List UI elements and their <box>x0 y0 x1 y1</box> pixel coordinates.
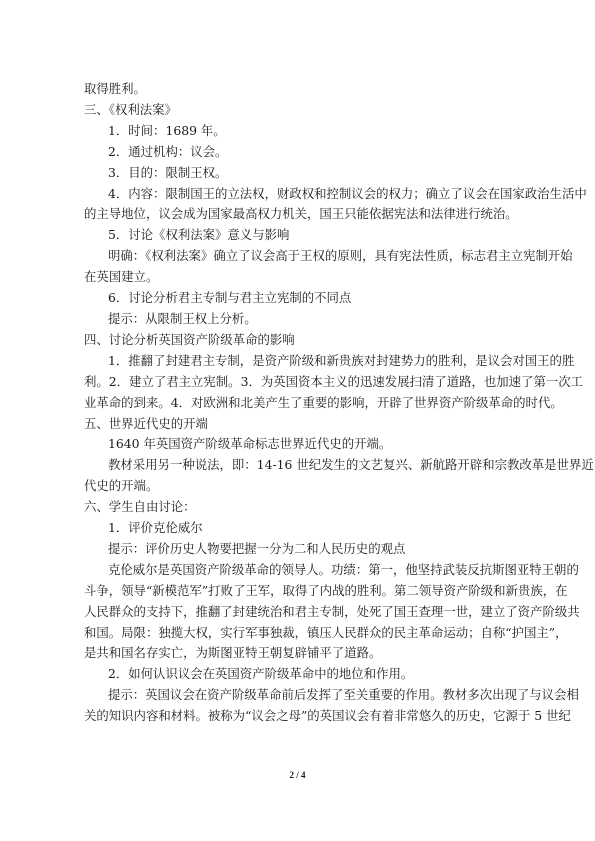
text-line: 是共和国名存实亡，为斯图亚特王朝复辟铺平了道路。 <box>84 645 382 661</box>
text-line: 六、学生自由讨论： <box>84 499 196 515</box>
text-line: 关的知识内容和材料。被称为“议会之母”的英国议会有着非常悠久的历史，它源于 5 世纪 <box>84 708 571 724</box>
text-line: 1．推翻了封建君主专制，是资产阶级和新贵族对封建势力的胜利，是议会对国王的胜 <box>108 352 575 368</box>
document-body <box>84 79 594 727</box>
text-line: 2．如何认识议会在英国资产阶级革命中的地位和作用。 <box>108 666 414 682</box>
text-line: 3．目的：限制王权。 <box>108 164 228 180</box>
text-line: 人民群众的支持下，推翻了封建统治和君主专制，处死了国王查理一世，建立了资产阶级共 <box>84 603 580 619</box>
text-line: 利。2．建立了君主立宪制。3．为英国资本主义的迅速发展扫清了道路，也加速了第一次工 <box>84 373 584 389</box>
text-line: 四、讨论分析英国资产阶级革命的影响 <box>84 331 295 347</box>
text-line: 业革命的到来。4．对欧洲和北美产生了重要的影响，开辟了世界资产阶级革命的时代。 <box>84 394 563 410</box>
text-line: 提示：从限制王权上分析。 <box>108 310 257 326</box>
text-line: 三、《权利法案》 <box>84 101 177 117</box>
text-line: 取得胜利。 <box>84 81 146 96</box>
text-line: 在英国建立。 <box>84 269 159 285</box>
text-line: 2．通过机构：议会。 <box>108 143 228 159</box>
text-line: 提示：评价历史人物要把握一分为二和人民历史的观点 <box>108 540 406 556</box>
text-line: 明确：《权利法案》确立了议会高于王权的原则，具有宪法性质，标志君主立宪制开始 <box>108 248 573 264</box>
text-line: 五、世界近代史的开端 <box>84 415 208 431</box>
text-line: 的主导地位，议会成为国家最高权力机关，国王只能依据宪法和法律进行统治。 <box>84 206 518 222</box>
text-line: 6．讨论分析君主专制与君主立宪制的不同点 <box>108 290 352 306</box>
page-number: 2 / 4 <box>289 770 306 780</box>
text-line: 克伦威尔是英国资产阶级革命的领导人。功绩：第一，他坚持武装反抗斯图亚特王朝的 <box>108 561 579 577</box>
text-line: 1．评价克伦威尔 <box>108 520 203 536</box>
text-line: 4．内容：限制国王的立法权，财政权和控制议会的权力；确立了议会在国家政治生活中 <box>108 185 587 201</box>
text-line: 5．讨论《权利法案》意义与影响 <box>108 227 290 243</box>
text-line: 代史的开端。 <box>84 478 159 494</box>
text-line: 斗争，领导“新模范军”打败了王军，取得了内战的胜利。第二领导资产阶级和新贵族，在 <box>84 582 568 598</box>
text-line: 和国。局限：独揽大权，实行军事独裁，镇压人民群众的民主革命运动；自称“护国主”， <box>84 624 568 640</box>
text-line: 教材采用另一种说法，即：14-16 世纪发生的文艺复兴、新航路开辟和宗教改革是世界近 <box>108 457 594 473</box>
text-line: 1．时间：1689 年。 <box>108 122 226 138</box>
text-line: 1640 年英国资产阶级革命标志世界近代史的开端。 <box>108 436 392 452</box>
text-line: 提示：英国议会在资产阶级革命前后发挥了至关重要的作用。教材多次出现了与议会相 <box>108 687 579 703</box>
